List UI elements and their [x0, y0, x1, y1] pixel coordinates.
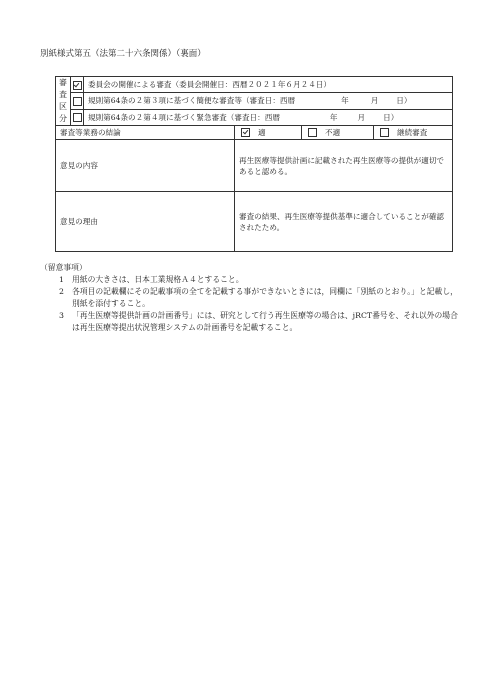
note-item-3 [40, 310, 460, 334]
note-text: 用紙の大きさは、日本工業規格Ａ４とすること。 [72, 275, 244, 284]
category-option-1 [84, 77, 453, 93]
category-option-3-checkbox-cell[interactable] [71, 109, 84, 125]
category-option-1-checkbox-cell[interactable] [71, 77, 84, 93]
category-option-2-text: 規則第64条の２第３項に基づく簡便な審査等（審査日：西暦 [88, 96, 296, 106]
note-number: 2 [59, 287, 64, 296]
conclusion-option-continue-label: 継続審査 [397, 128, 428, 137]
category-option-3-year: 年 [329, 112, 338, 122]
category-option-2-month: 月 [370, 96, 379, 106]
checkbox-empty-icon[interactable] [73, 97, 82, 106]
category-option-3 [84, 109, 453, 125]
checkbox-checked-icon[interactable] [73, 81, 82, 90]
category-label [56, 77, 71, 126]
checkbox-empty-icon[interactable] [73, 113, 82, 122]
category-option-2 [84, 93, 453, 109]
note-number: 3 [59, 311, 64, 320]
category-label-char-2: 査 [59, 90, 67, 99]
category-option-1-text: 委員会の開催による審査（委員会開催日：西暦２０２１年６月２４日） [88, 80, 331, 90]
page-title: 別紙様式第五（法第二十六条関係）（裏面） [40, 49, 206, 59]
notes-section [40, 262, 460, 334]
conclusion-option-appropriate[interactable] [235, 126, 302, 140]
conclusion-label: 審査等業務の結論 [56, 126, 235, 140]
category-option-3-text: 規則第64条の２第４項に基づく緊急審査（審査日：西暦 [88, 112, 280, 122]
notes-heading: （留意事項） [40, 263, 87, 272]
conclusion-option-continue[interactable] [374, 126, 453, 140]
category-label-char-3: 区 [59, 102, 67, 111]
conclusion-option-appropriate-label: 適 [258, 128, 266, 137]
opinion-content-label: 意見の内容 [56, 140, 235, 192]
category-option-2-year: 年 [341, 96, 349, 106]
opinion-reason-label: 意見の理由 [56, 192, 235, 252]
note-text: 「再生医療等提供計画の計画番号」には、研究として行う再生医療等の場合は、jRCT番号を、それ以外の場合は再生医療等提出状況管理システムの計画番号を記載すること。 [72, 311, 458, 332]
note-text: 各項目の記載欄にその記載事項の全てを記載する事ができないときには，同欄に「別紙のとおり。」と記載し，別紙を添付すること。 [72, 287, 458, 308]
category-label-char-1: 審 [59, 78, 67, 87]
note-number: 1 [59, 275, 64, 284]
category-option-3-day: 日） [383, 112, 399, 122]
checkbox-empty-icon[interactable] [380, 128, 389, 137]
checkbox-checked-icon[interactable] [241, 128, 250, 137]
category-option-2-checkbox-cell[interactable] [71, 93, 84, 109]
category-option-2-day: 日） [396, 96, 412, 106]
note-item-2 [40, 286, 460, 310]
conclusion-option-inappropriate-label: 不適 [325, 128, 341, 137]
conclusion-option-inappropriate[interactable] [302, 126, 374, 140]
note-item-1 [40, 274, 460, 286]
checkbox-empty-icon[interactable] [308, 128, 317, 137]
opinion-reason-value: 審査の結果、再生医療等提供基準に適合していることが確認されたため。 [235, 192, 453, 252]
opinion-content-value: 再生医療等提供計画に記載された再生医療等の提供が適切であると認める。 [235, 140, 453, 192]
review-form-table [55, 76, 453, 252]
category-option-3-month: 月 [357, 112, 366, 122]
category-label-char-4: 分 [59, 114, 67, 123]
